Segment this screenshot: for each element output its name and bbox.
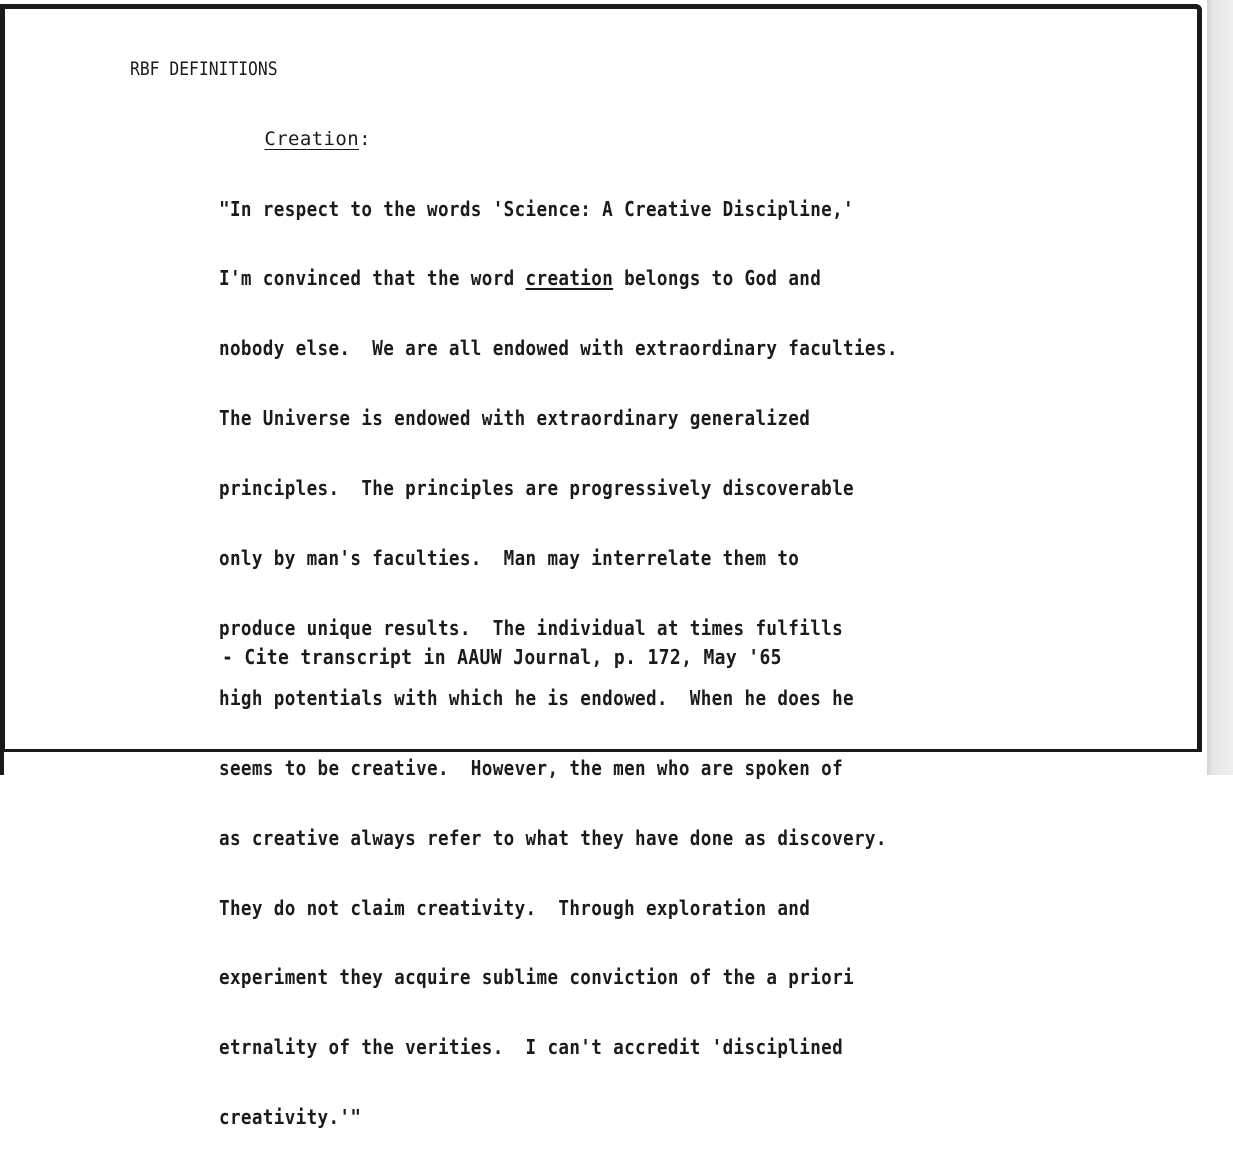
citation-text: - Cite transcript in AAUW Journal, p. 172, May '65	[222, 645, 782, 669]
quote-line: high potentials with which he is endowed. When he does he	[219, 685, 855, 710]
quote-line: etrnality of the verities. I can't accredit 'disciplined	[219, 1035, 844, 1060]
document-header: RBF DEFINITIONS	[130, 58, 278, 80]
quote-line: as creative always refer to what they have done as discovery.	[219, 825, 887, 850]
quote-line: creativity.'"	[219, 1105, 362, 1130]
quote-line: produce unique results. The individual at times fulfills	[219, 615, 844, 640]
quote-line	[219, 267, 898, 290]
quote-line: principles. The principles are progressively discoverable	[219, 476, 855, 501]
definition-term-colon: :	[359, 128, 371, 150]
quote-line: seems to be creative. However, the men who are spoken of	[219, 755, 844, 780]
underlined-word: creation	[525, 266, 614, 291]
scan-margin	[1207, 0, 1233, 775]
quote-line: They do not claim creativity. Through exploration and	[219, 895, 811, 920]
definition-term-label: Creation	[264, 128, 360, 150]
quote-line: The Universe is endowed with extraordinary generalized	[219, 406, 811, 431]
quote-line: experiment they acquire sublime conviction of the a priori	[219, 965, 855, 990]
quote-line: only by man's faculties. Man may interrelate them to	[219, 546, 800, 571]
quote-line: "In respect to the words 'Science: A Creative Discipline,'	[219, 196, 855, 221]
quote-line: nobody else. We are all endowed with extraordinary faculties.	[219, 336, 898, 361]
quote-line-segment: I'm convinced that the word	[219, 266, 526, 291]
quote-line-segment: belongs to God and	[613, 266, 822, 291]
